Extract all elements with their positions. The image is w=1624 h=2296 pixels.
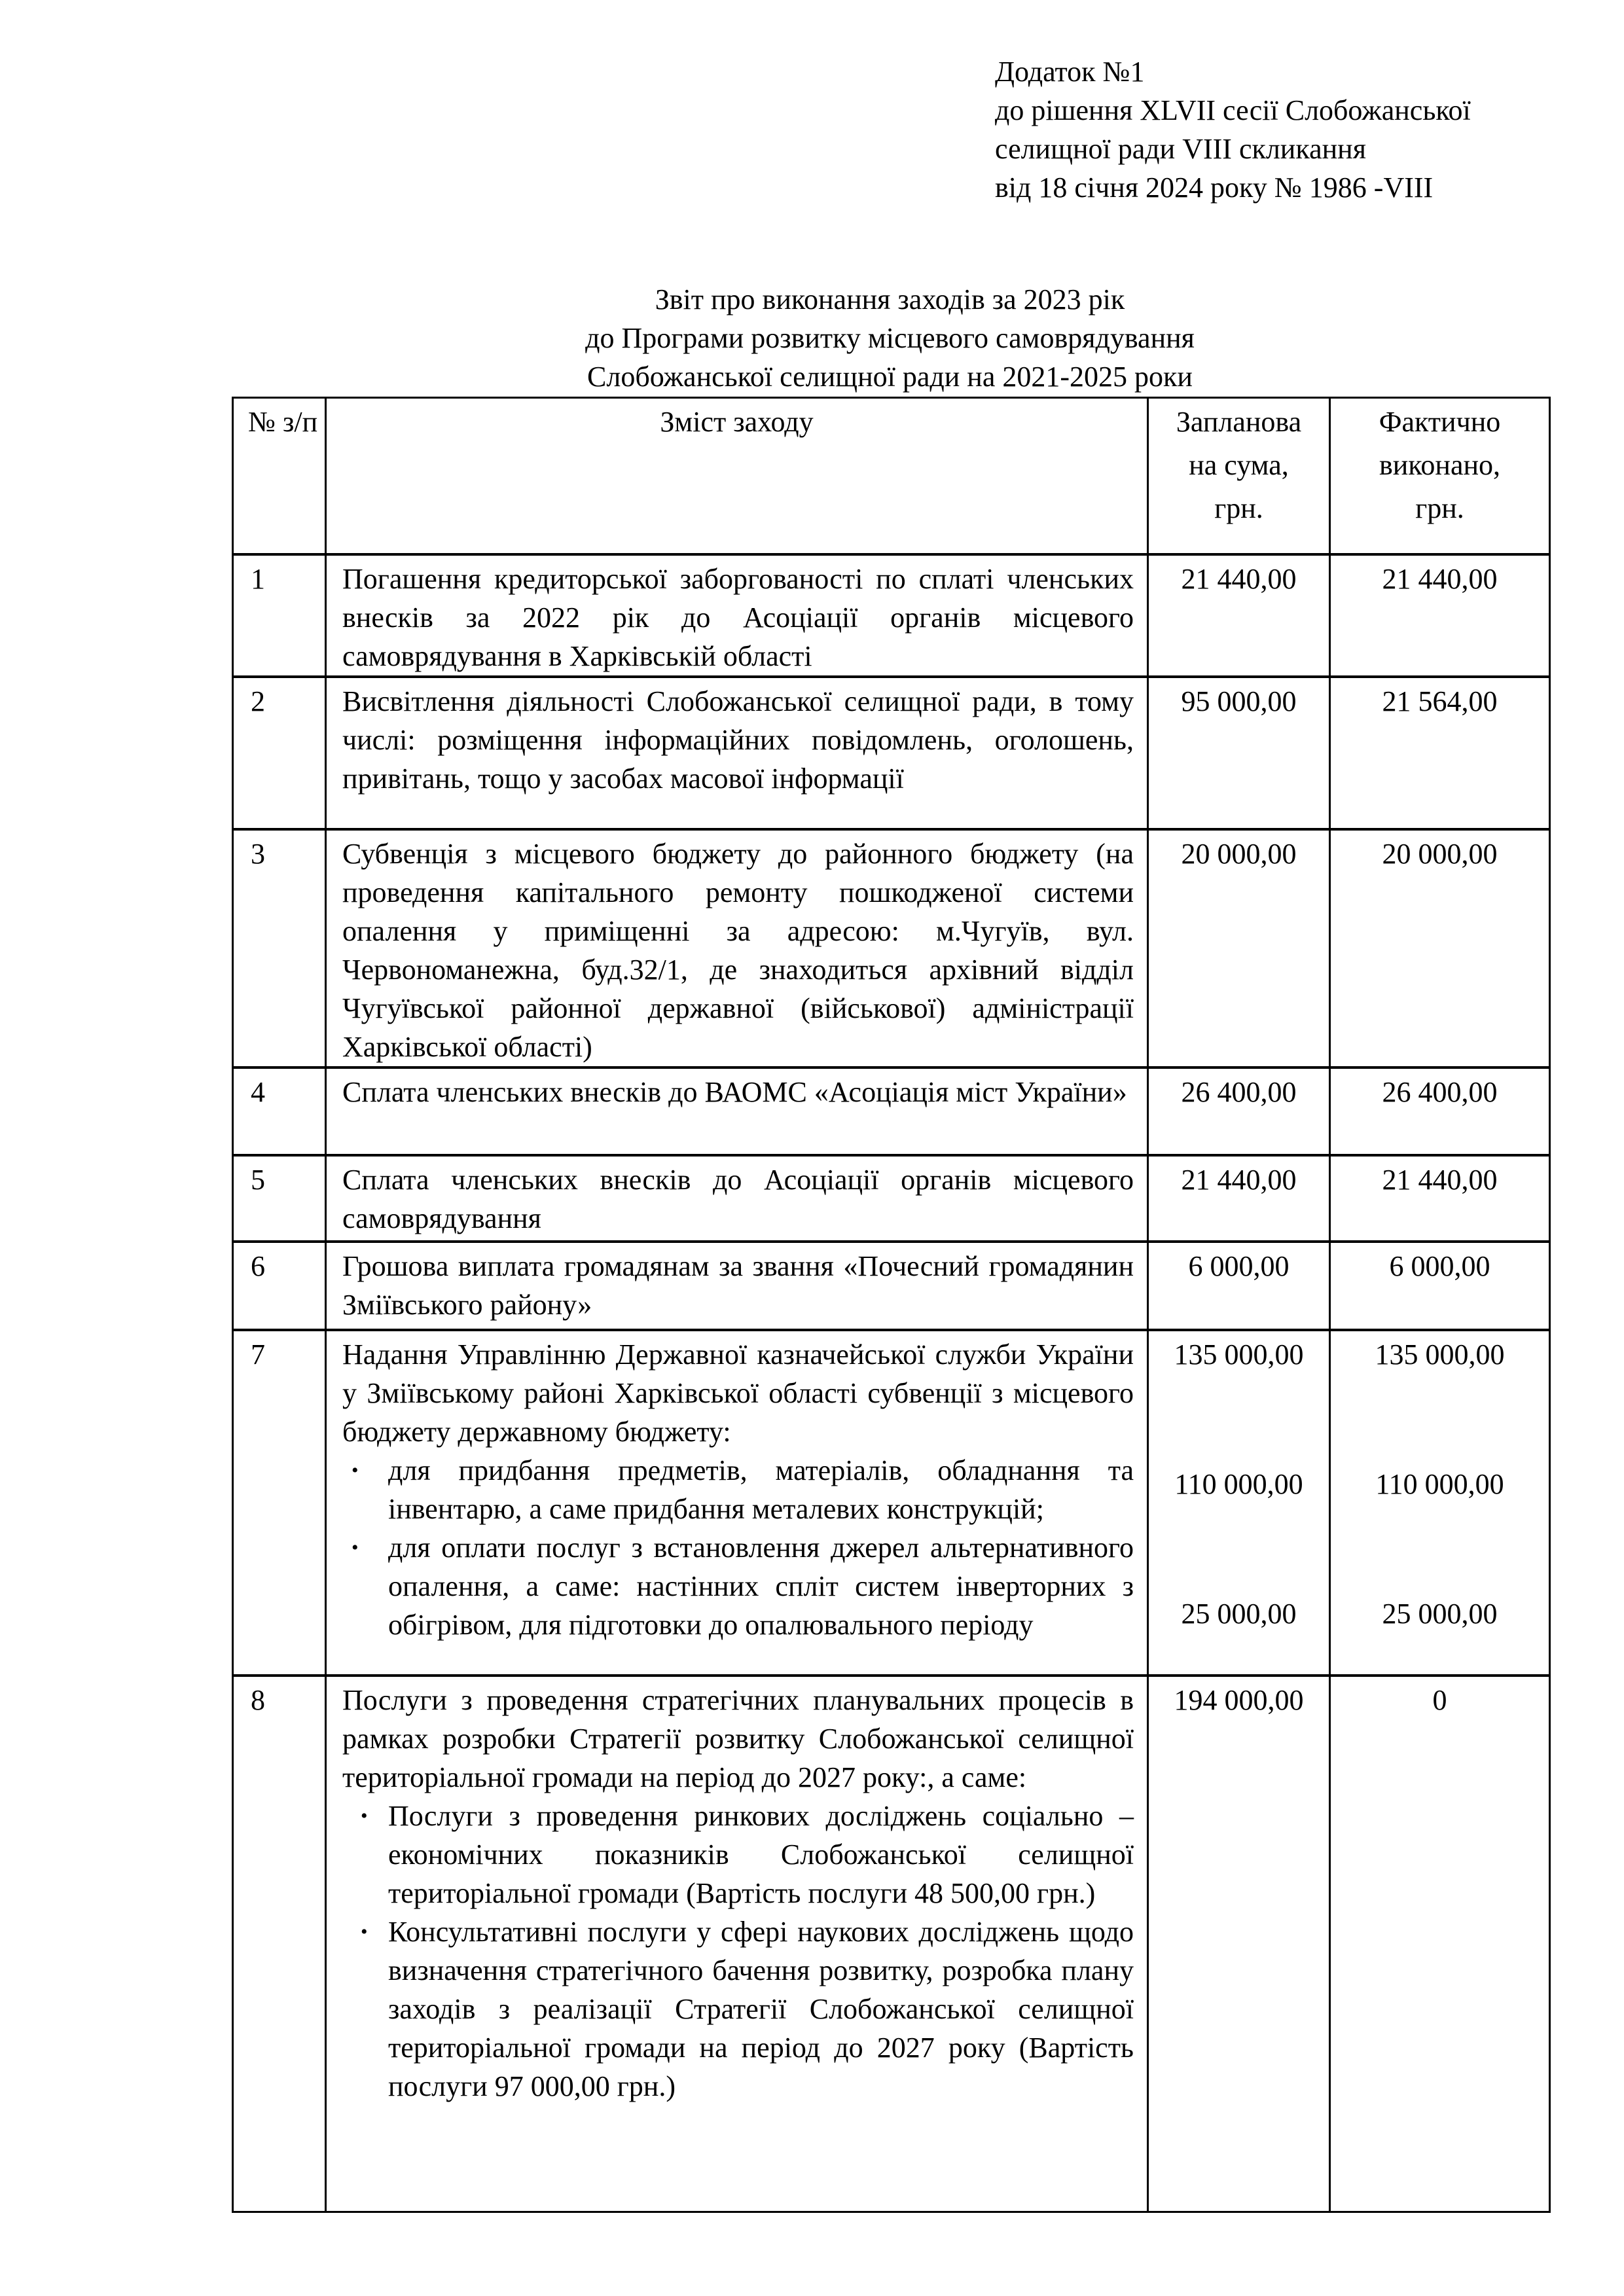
header-planned-line: Запланова bbox=[1176, 406, 1302, 438]
row-text: Субвенція з місцевого бюджету до районного бюджету (на проведення капітального ремонту пошкодженої системи опалення у приміщенні за адресою: м.Чугуїв, вул. Червономанежна, буд.32/1, де знаходиться архівний відділ Чугуївської районної державної (військової) адміністрації Харківської області) bbox=[342, 838, 1134, 1063]
table-row bbox=[233, 554, 1550, 677]
row-number: 4 bbox=[233, 1067, 326, 1155]
row-text: Послуги з проведення стратегічних планувальних процесів в рамках розробки Стратегії розвитку Слобожанської селищної територіальної громади на період до 2027 року:, а саме: bbox=[342, 1684, 1134, 1793]
bullet-item bbox=[342, 1912, 1134, 2106]
header-number bbox=[233, 398, 326, 555]
bullet-icon: • bbox=[352, 1537, 359, 1558]
row-planned bbox=[1148, 677, 1330, 829]
title-line-2: до Програми розвитку місцевого самоврядування bbox=[585, 322, 1195, 354]
table-header-row bbox=[233, 398, 1550, 555]
row-description bbox=[326, 1067, 1148, 1155]
bullet-item bbox=[342, 1451, 1134, 1528]
row-number: 7 bbox=[233, 1330, 326, 1676]
planned-amount: 135 000,00 bbox=[1174, 1338, 1304, 1371]
header-planned bbox=[1148, 398, 1330, 555]
row-description bbox=[326, 1242, 1148, 1330]
bullet-text: Послуги з проведення ринкових досліджень соціально – економічних показників Слобожанської селищної територіальної громади (Вартість послуги 48 500,00 грн.) bbox=[388, 1800, 1134, 1909]
planned-sub-amount: 110 000,00 bbox=[1174, 1468, 1303, 1500]
table-row bbox=[233, 1067, 1550, 1155]
actual-sub-amount: 110 000,00 bbox=[1375, 1468, 1504, 1500]
bullet-icon: • bbox=[361, 1921, 368, 1943]
row-text: Висвітлення діяльності Слобожанської селищної ради, в тому числі: розміщення інформаційних повідомлень, оголошень, привітань, тощо у засобах масової інформації bbox=[342, 685, 1134, 795]
header-actual-line: Фактично bbox=[1379, 406, 1501, 438]
planned-sub-amount: 25 000,00 bbox=[1181, 1598, 1297, 1630]
row-text: Сплата членських внесків до Асоціації органів місцевого самоврядування bbox=[342, 1164, 1134, 1234]
row-description bbox=[326, 1155, 1148, 1242]
actual-amount: 21 440,00 bbox=[1382, 1164, 1498, 1196]
row-planned bbox=[1148, 1155, 1330, 1242]
annex-line-2: до рішення XLVII сесії Слобожанської bbox=[995, 94, 1471, 126]
row-description bbox=[326, 1330, 1148, 1676]
row-description bbox=[326, 1676, 1148, 2212]
row-actual bbox=[1330, 1676, 1550, 2212]
row-planned bbox=[1148, 1242, 1330, 1330]
row-actual bbox=[1330, 1155, 1550, 1242]
row-number: 8 bbox=[233, 1676, 326, 2212]
bullet-item bbox=[342, 1797, 1134, 1912]
row-number: 1 bbox=[233, 554, 326, 677]
header-actual bbox=[1330, 398, 1550, 555]
planned-amount: 26 400,00 bbox=[1181, 1076, 1297, 1108]
row-bullet-list bbox=[342, 1451, 1134, 1644]
bullet-text: для придбання предметів, матеріалів, обладнання та інвентарю, а саме придбання металевих конструкцій; bbox=[388, 1454, 1134, 1525]
table-row bbox=[233, 1676, 1550, 2212]
planned-amount: 21 440,00 bbox=[1181, 1164, 1297, 1196]
bullet-item bbox=[342, 1528, 1134, 1644]
row-number: 3 bbox=[233, 829, 326, 1067]
annex-header bbox=[995, 52, 1584, 207]
report-title bbox=[232, 280, 1548, 396]
table-row bbox=[233, 1155, 1550, 1242]
actual-sub-amount: 25 000,00 bbox=[1382, 1598, 1498, 1630]
bullet-icon: • bbox=[352, 1460, 359, 1481]
row-planned bbox=[1148, 1330, 1330, 1676]
planned-amount: 194 000,00 bbox=[1174, 1684, 1304, 1716]
header-content bbox=[326, 398, 1148, 555]
bullet-icon: • bbox=[361, 1805, 368, 1827]
actual-amount: 21 440,00 bbox=[1382, 563, 1498, 595]
planned-amount: 20 000,00 bbox=[1181, 838, 1297, 870]
planned-amount: 95 000,00 bbox=[1181, 685, 1297, 717]
table-row bbox=[233, 829, 1550, 1067]
row-actual bbox=[1330, 1067, 1550, 1155]
title-line-1: Звіт про виконання заходів за 2023 рік bbox=[655, 283, 1125, 315]
row-actual bbox=[1330, 829, 1550, 1067]
actual-amount: 135 000,00 bbox=[1375, 1338, 1505, 1371]
row-description bbox=[326, 829, 1148, 1067]
bullet-text: для оплати послуг з встановлення джерел альтернативного опалення, а саме: настінних спліт систем інверторних з обігрівом, для підготовки до опалювального періоду bbox=[388, 1532, 1134, 1641]
table-row bbox=[233, 677, 1550, 829]
planned-amount: 21 440,00 bbox=[1181, 563, 1297, 595]
row-planned bbox=[1148, 1676, 1330, 2212]
bullet-text: Консультативні послуги у сфері наукових досліджень щодо визначення стратегічного бачення розвитку, розробка плану заходів з реалізації Стратегії Слобожанської селищної територіальної громади на період до 2027 року (Вартість послуги 97 000,00 грн.) bbox=[388, 1916, 1134, 2102]
row-actual bbox=[1330, 677, 1550, 829]
header-planned-line: грн. bbox=[1214, 492, 1263, 524]
annex-line-1: Додаток №1 bbox=[995, 56, 1145, 88]
row-actual bbox=[1330, 1330, 1550, 1676]
row-text: Грошова виплата громадянам за звання «Почесний громадянин Зміївського району» bbox=[342, 1250, 1134, 1321]
row-planned bbox=[1148, 1067, 1330, 1155]
row-number: 6 bbox=[233, 1242, 326, 1330]
row-text: Сплата членських внесків до ВАОМС «Асоціація міст України» bbox=[342, 1076, 1127, 1108]
row-actual bbox=[1330, 554, 1550, 677]
header-number-label: № з/п bbox=[248, 406, 318, 438]
annex-line-3: селищної ради VIII скликання bbox=[995, 133, 1366, 165]
header-planned-line: на сума, bbox=[1189, 449, 1289, 481]
title-line-3: Слобожанської селищної ради на 2021-2025 роки bbox=[587, 361, 1193, 393]
report-table bbox=[232, 397, 1551, 2213]
row-planned bbox=[1148, 554, 1330, 677]
row-bullet-list bbox=[342, 1797, 1134, 2106]
header-actual-line: грн. bbox=[1415, 492, 1464, 524]
row-number: 5 bbox=[233, 1155, 326, 1242]
actual-amount: 0 bbox=[1432, 1684, 1447, 1716]
annex-line-4: від 18 січня 2024 року № 1986 -VIII bbox=[995, 171, 1434, 204]
row-number: 2 bbox=[233, 677, 326, 829]
row-text: Погашення кредиторської заборгованості по сплаті членських внесків за 2022 рік до Асоціації органів місцевого самоврядування в Харківській області bbox=[342, 563, 1134, 672]
row-description bbox=[326, 554, 1148, 677]
header-content-label: Зміст заходу bbox=[660, 406, 814, 438]
row-planned bbox=[1148, 829, 1330, 1067]
actual-amount: 20 000,00 bbox=[1382, 838, 1498, 870]
row-description bbox=[326, 677, 1148, 829]
planned-amount: 6 000,00 bbox=[1188, 1250, 1290, 1282]
table-row bbox=[233, 1330, 1550, 1676]
actual-amount: 21 564,00 bbox=[1382, 685, 1498, 717]
row-actual bbox=[1330, 1242, 1550, 1330]
row-text: Надання Управлінню Державної казначейської служби України у Зміївському районі Харківської області субвенції з місцевого бюджету державному бюджету: bbox=[342, 1338, 1134, 1448]
actual-amount: 6 000,00 bbox=[1389, 1250, 1490, 1282]
header-actual-line: виконано, bbox=[1379, 449, 1501, 481]
table-row bbox=[233, 1242, 1550, 1330]
actual-amount: 26 400,00 bbox=[1382, 1076, 1498, 1108]
